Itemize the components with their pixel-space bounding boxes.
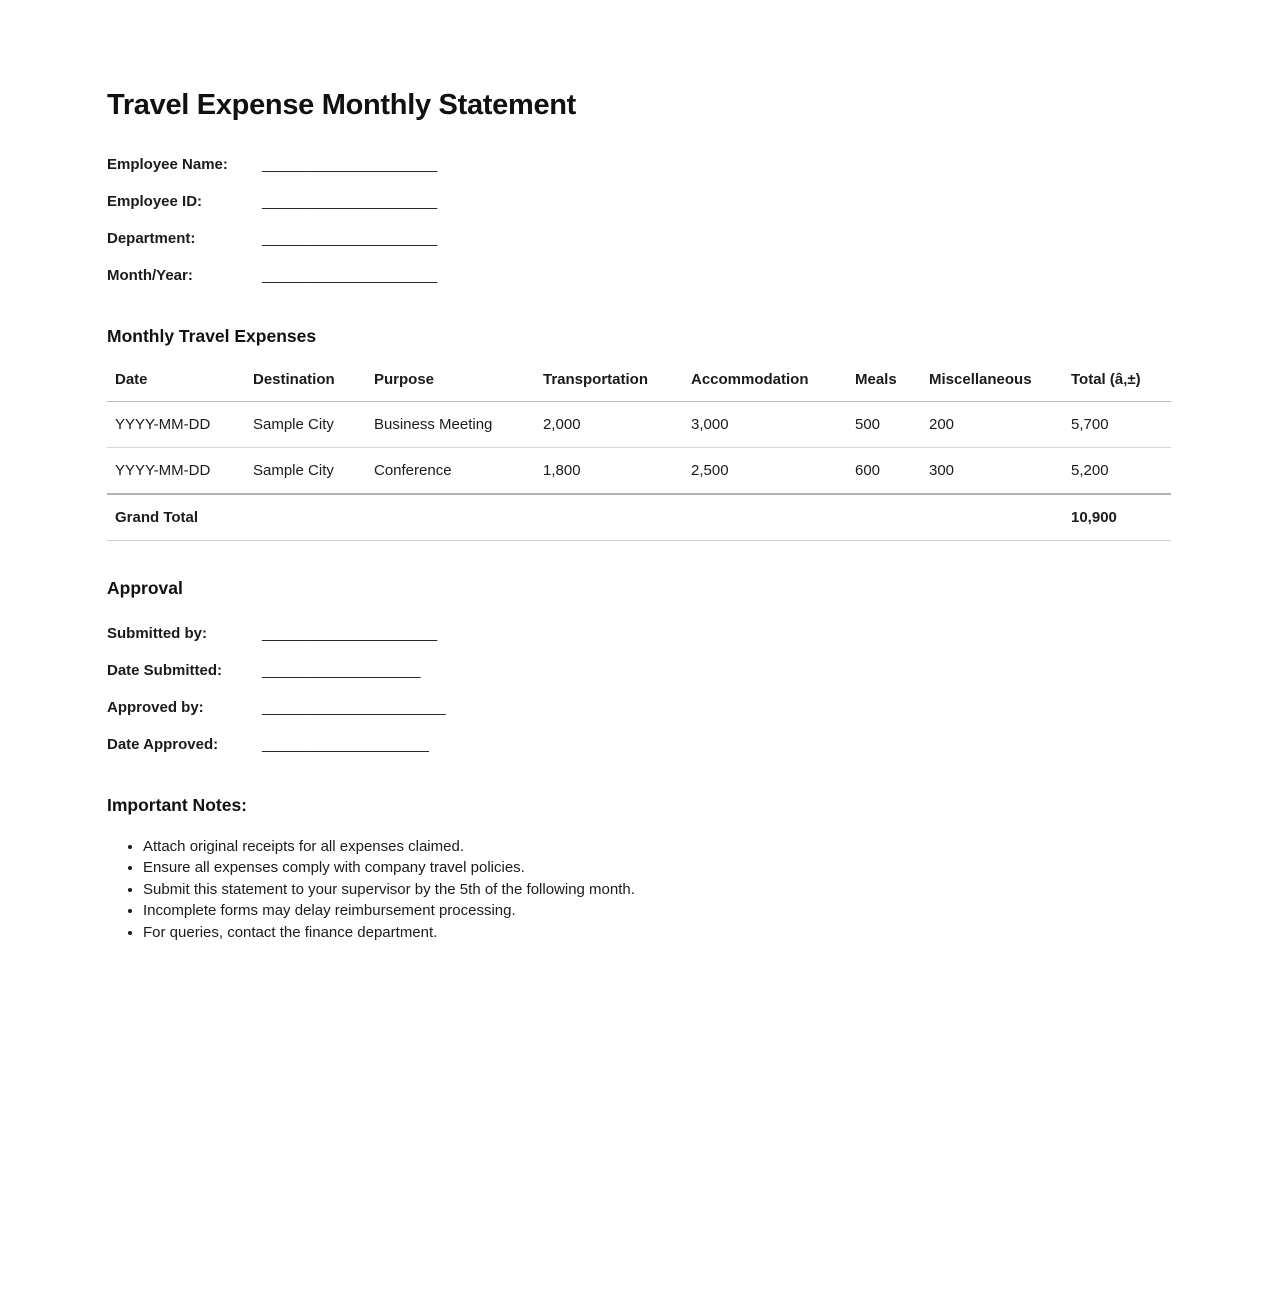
date-submitted-field bbox=[107, 662, 1171, 684]
cell-total: 5,700 bbox=[1063, 402, 1171, 448]
date-approved-field bbox=[107, 736, 1171, 758]
page-title: Travel Expense Monthly Statement bbox=[107, 89, 577, 121]
cell-miscellaneous: 300 bbox=[921, 448, 1063, 495]
employee-id-blank-line: _____________________ bbox=[262, 193, 438, 210]
cell-destination: Sample City bbox=[245, 448, 366, 495]
cell-purpose: Business Meeting bbox=[366, 402, 535, 448]
expenses-table bbox=[107, 361, 1171, 541]
cell-miscellaneous: 200 bbox=[921, 402, 1063, 448]
submitted-by-label: Submitted by: bbox=[107, 625, 207, 642]
grand-total-label: Grand Total bbox=[107, 494, 1063, 541]
department-label: Department: bbox=[107, 230, 196, 247]
note-item: • Ensure all expenses comply with company travel policies. bbox=[143, 857, 1171, 878]
department-blank-line: _____________________ bbox=[262, 230, 438, 247]
month-year-label: Month/Year: bbox=[107, 267, 193, 284]
column-header-miscellaneous: Miscellaneous bbox=[921, 361, 1063, 402]
table-row bbox=[107, 448, 1171, 495]
date-approved-blank-line: ____________________ bbox=[262, 736, 429, 753]
date-submitted-label: Date Submitted: bbox=[107, 662, 223, 679]
column-header-transportation: Transportation bbox=[535, 361, 683, 402]
cell-meals: 500 bbox=[847, 402, 921, 448]
approval-section bbox=[107, 625, 1171, 758]
month-year-blank-line: _____________________ bbox=[262, 267, 438, 284]
notes-section-heading: Important Notes: bbox=[107, 795, 247, 815]
note-item: • Submit this statement to your supervisor by the 5th of the following month. bbox=[143, 879, 1171, 900]
employee-name-field bbox=[107, 156, 1171, 178]
employee-name-label: Employee Name: bbox=[107, 156, 228, 173]
approved-by-blank-line: ______________________ bbox=[262, 699, 446, 716]
note-item: • For queries, contact the finance department. bbox=[143, 922, 1171, 943]
department-field bbox=[107, 230, 1171, 252]
employee-name-blank-line: _____________________ bbox=[262, 156, 438, 173]
column-header-purpose: Purpose bbox=[366, 361, 535, 402]
submitted-by-field bbox=[107, 625, 1171, 647]
cell-total: 5,200 bbox=[1063, 448, 1171, 495]
employee-id-field bbox=[107, 193, 1171, 215]
column-header-meals: Meals bbox=[847, 361, 921, 402]
note-item: • Incomplete forms may delay reimbursement processing. bbox=[143, 900, 1171, 921]
column-header-date: Date bbox=[107, 361, 245, 402]
cell-meals: 600 bbox=[847, 448, 921, 495]
table-row bbox=[107, 402, 1171, 448]
approval-section-heading: Approval bbox=[107, 578, 183, 598]
note-item: • Attach original receipts for all expenses claimed. bbox=[143, 836, 1171, 857]
approved-by-field bbox=[107, 699, 1171, 721]
employee-info-section bbox=[107, 156, 1171, 289]
cell-transportation: 1,800 bbox=[535, 448, 683, 495]
cell-purpose: Conference bbox=[366, 448, 535, 495]
grand-total-value: 10,900 bbox=[1063, 494, 1171, 541]
cell-transportation: 2,000 bbox=[535, 402, 683, 448]
cell-accommodation: 2,500 bbox=[683, 448, 847, 495]
month-year-field bbox=[107, 267, 1171, 289]
submitted-by-blank-line: _____________________ bbox=[262, 625, 438, 642]
date-submitted-blank-line: ___________________ bbox=[262, 662, 421, 679]
column-header-accommodation: Accommodation bbox=[683, 361, 847, 402]
employee-id-label: Employee ID: bbox=[107, 193, 203, 210]
cell-accommodation: 3,000 bbox=[683, 402, 847, 448]
cell-date: YYYY-MM-DD bbox=[107, 402, 245, 448]
column-header-total: Total (â‚±) bbox=[1063, 361, 1171, 402]
document-body bbox=[107, 88, 1171, 943]
approved-by-label: Approved by: bbox=[107, 699, 204, 716]
column-header-destination: Destination bbox=[245, 361, 366, 402]
notes-list bbox=[107, 836, 1171, 943]
date-approved-label: Date Approved: bbox=[107, 736, 219, 753]
grand-total-row bbox=[107, 494, 1171, 541]
cell-destination: Sample City bbox=[245, 402, 366, 448]
table-header-row bbox=[107, 361, 1171, 402]
expenses-section-heading: Monthly Travel Expenses bbox=[107, 326, 317, 346]
cell-date: YYYY-MM-DD bbox=[107, 448, 245, 495]
